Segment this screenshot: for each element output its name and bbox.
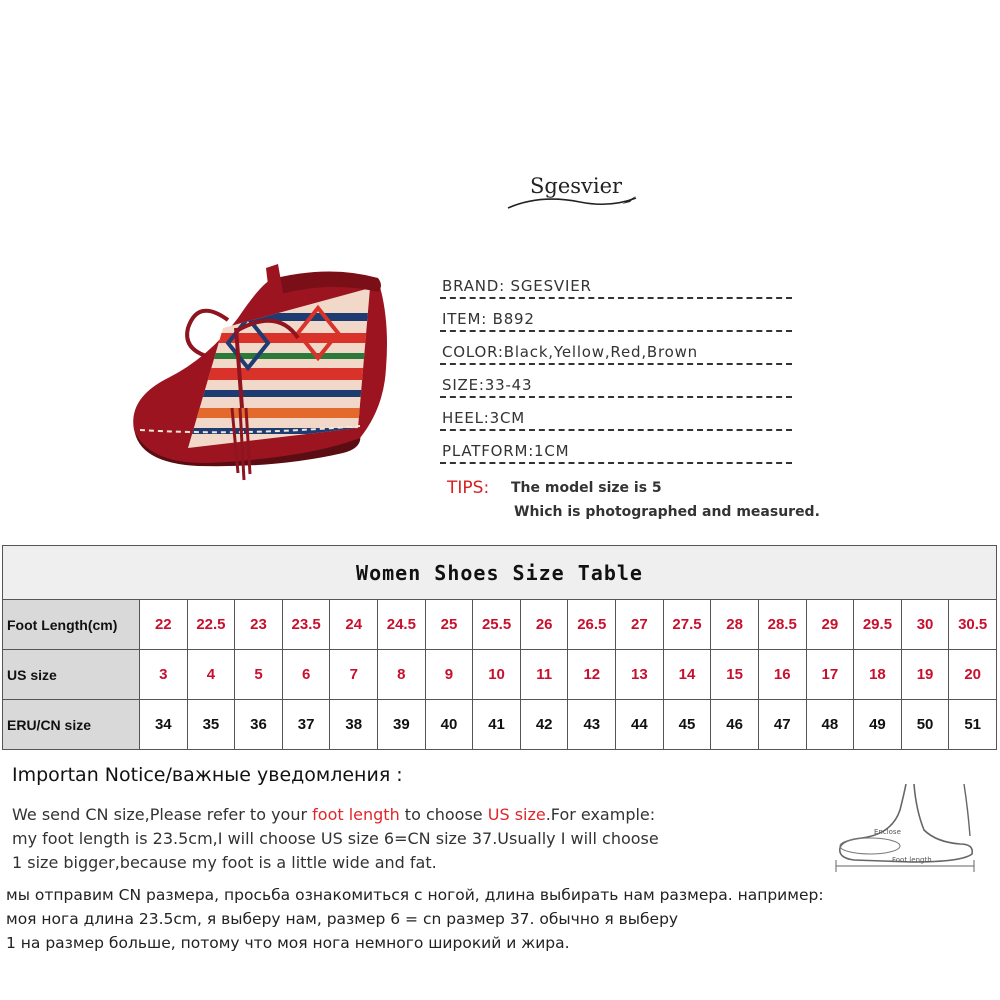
table-cell: 27.5 xyxy=(663,600,711,650)
table-cell: 19 xyxy=(901,650,949,700)
table-cell: 44 xyxy=(616,700,664,750)
table-cell: 39 xyxy=(378,700,426,750)
table-cell: 50 xyxy=(901,700,949,750)
table-cell: 51 xyxy=(949,700,997,750)
table-row-us-size xyxy=(3,650,997,700)
label-enclose: Enclose xyxy=(874,828,901,836)
table-cell: 28.5 xyxy=(758,600,806,650)
row-header: US size xyxy=(3,650,140,700)
table-cell: 30.5 xyxy=(949,600,997,650)
table-cell: 45 xyxy=(663,700,711,750)
table-cell: 6 xyxy=(282,650,330,700)
table-cell: 43 xyxy=(568,700,616,750)
table-cell: 24.5 xyxy=(378,600,426,650)
table-cell: 41 xyxy=(473,700,521,750)
table-cell: 48 xyxy=(806,700,854,750)
table-cell: 49 xyxy=(854,700,902,750)
size-table xyxy=(2,545,997,750)
table-cell: 25.5 xyxy=(473,600,521,650)
shoe-illustration xyxy=(128,258,400,498)
table-cell: 15 xyxy=(711,650,759,700)
notice-ru-line-1: мы отправим CN размера, просьба ознакомиться с ногой, длина выбирать нам размера. например: xyxy=(6,886,824,904)
logo-text: Sgesvier xyxy=(530,174,623,198)
table-cell: 5 xyxy=(235,650,283,700)
notice-ru-line-3: 1 на размер больше, потому что моя нога немного широкий и жира. xyxy=(6,934,570,952)
table-cell: 8 xyxy=(378,650,426,700)
table-cell: 29.5 xyxy=(854,600,902,650)
table-cell: 46 xyxy=(711,700,759,750)
table-cell: 28 xyxy=(711,600,759,650)
table-cell: 34 xyxy=(140,700,188,750)
highlight-foot-length: foot length xyxy=(312,805,400,824)
table-cell: 27 xyxy=(616,600,664,650)
product-image xyxy=(128,258,400,498)
notice-ru-line-2: моя нога длина 23.5cm, я выберу нам, размер 6 = cn размер 37. обычно я выберу xyxy=(6,910,679,928)
table-cell: 40 xyxy=(425,700,473,750)
table-cell: 36 xyxy=(235,700,283,750)
table-row-eru-cn-size xyxy=(3,700,997,750)
table-cell: 4 xyxy=(187,650,235,700)
brand-logo xyxy=(500,168,650,218)
table-cell: 38 xyxy=(330,700,378,750)
table-cell: 10 xyxy=(473,650,521,700)
table-cell: 16 xyxy=(758,650,806,700)
table-cell: 35 xyxy=(187,700,235,750)
table-cell: 13 xyxy=(616,650,664,700)
spec-list xyxy=(440,266,792,464)
table-cell: 26.5 xyxy=(568,600,616,650)
table-cell: 29 xyxy=(806,600,854,650)
table-cell: 3 xyxy=(140,650,188,700)
notice-en-line-3: 1 size bigger,because my foot is a little wide and fat. xyxy=(12,853,437,872)
spec-row-item: ITEM: B892 xyxy=(440,299,792,332)
spec-row-heel: HEEL:3CM xyxy=(440,398,792,431)
table-cell: 23.5 xyxy=(282,600,330,650)
size-table-title: Women Shoes Size Table xyxy=(3,546,997,600)
tips-label: TIPS: xyxy=(447,478,490,498)
spec-row-size: SIZE:33-43 xyxy=(440,365,792,398)
spec-row-brand: BRAND: SGESVIER xyxy=(440,266,792,299)
table-row-foot-length xyxy=(3,600,997,650)
notice-en-line-2: my foot length is 23.5cm,I will choose US size 6=CN size 37.Usually I will choose xyxy=(12,829,659,848)
table-cell: 42 xyxy=(520,700,568,750)
table-cell: 22.5 xyxy=(187,600,235,650)
table-cell: 11 xyxy=(520,650,568,700)
tips-line-1: The model size is 5 xyxy=(511,480,662,496)
notice-title: Importan Notice/важные уведомления : xyxy=(12,764,403,786)
table-cell: 30 xyxy=(901,600,949,650)
table-cell: 20 xyxy=(949,650,997,700)
table-cell: 24 xyxy=(330,600,378,650)
table-cell: 14 xyxy=(663,650,711,700)
highlight-us-size: US size xyxy=(487,805,546,824)
tips-line-2: Which is photographed and measured. xyxy=(514,504,820,520)
table-cell: 47 xyxy=(758,700,806,750)
table-cell: 17 xyxy=(806,650,854,700)
notice-en-line-1: We send CN size,Please refer to your foot length to choose US size.For example: xyxy=(12,805,656,824)
spec-row-platform: PLATFORM:1CM xyxy=(440,431,792,464)
row-header: ERU/CN size xyxy=(3,700,140,750)
table-cell: 9 xyxy=(425,650,473,700)
table-cell: 22 xyxy=(140,600,188,650)
spec-row-color: COLOR:Black,Yellow,Red,Brown xyxy=(440,332,792,365)
table-cell: 23 xyxy=(235,600,283,650)
table-cell: 12 xyxy=(568,650,616,700)
table-cell: 7 xyxy=(330,650,378,700)
table-cell: 18 xyxy=(854,650,902,700)
table-cell: 26 xyxy=(520,600,568,650)
table-cell: 37 xyxy=(282,700,330,750)
notice-english xyxy=(12,803,812,875)
notice-russian xyxy=(6,883,996,955)
label-foot-length: Foot length xyxy=(892,856,932,864)
foot-diagram xyxy=(832,780,992,872)
row-header: Foot Length(cm) xyxy=(3,600,140,650)
table-cell: 25 xyxy=(425,600,473,650)
